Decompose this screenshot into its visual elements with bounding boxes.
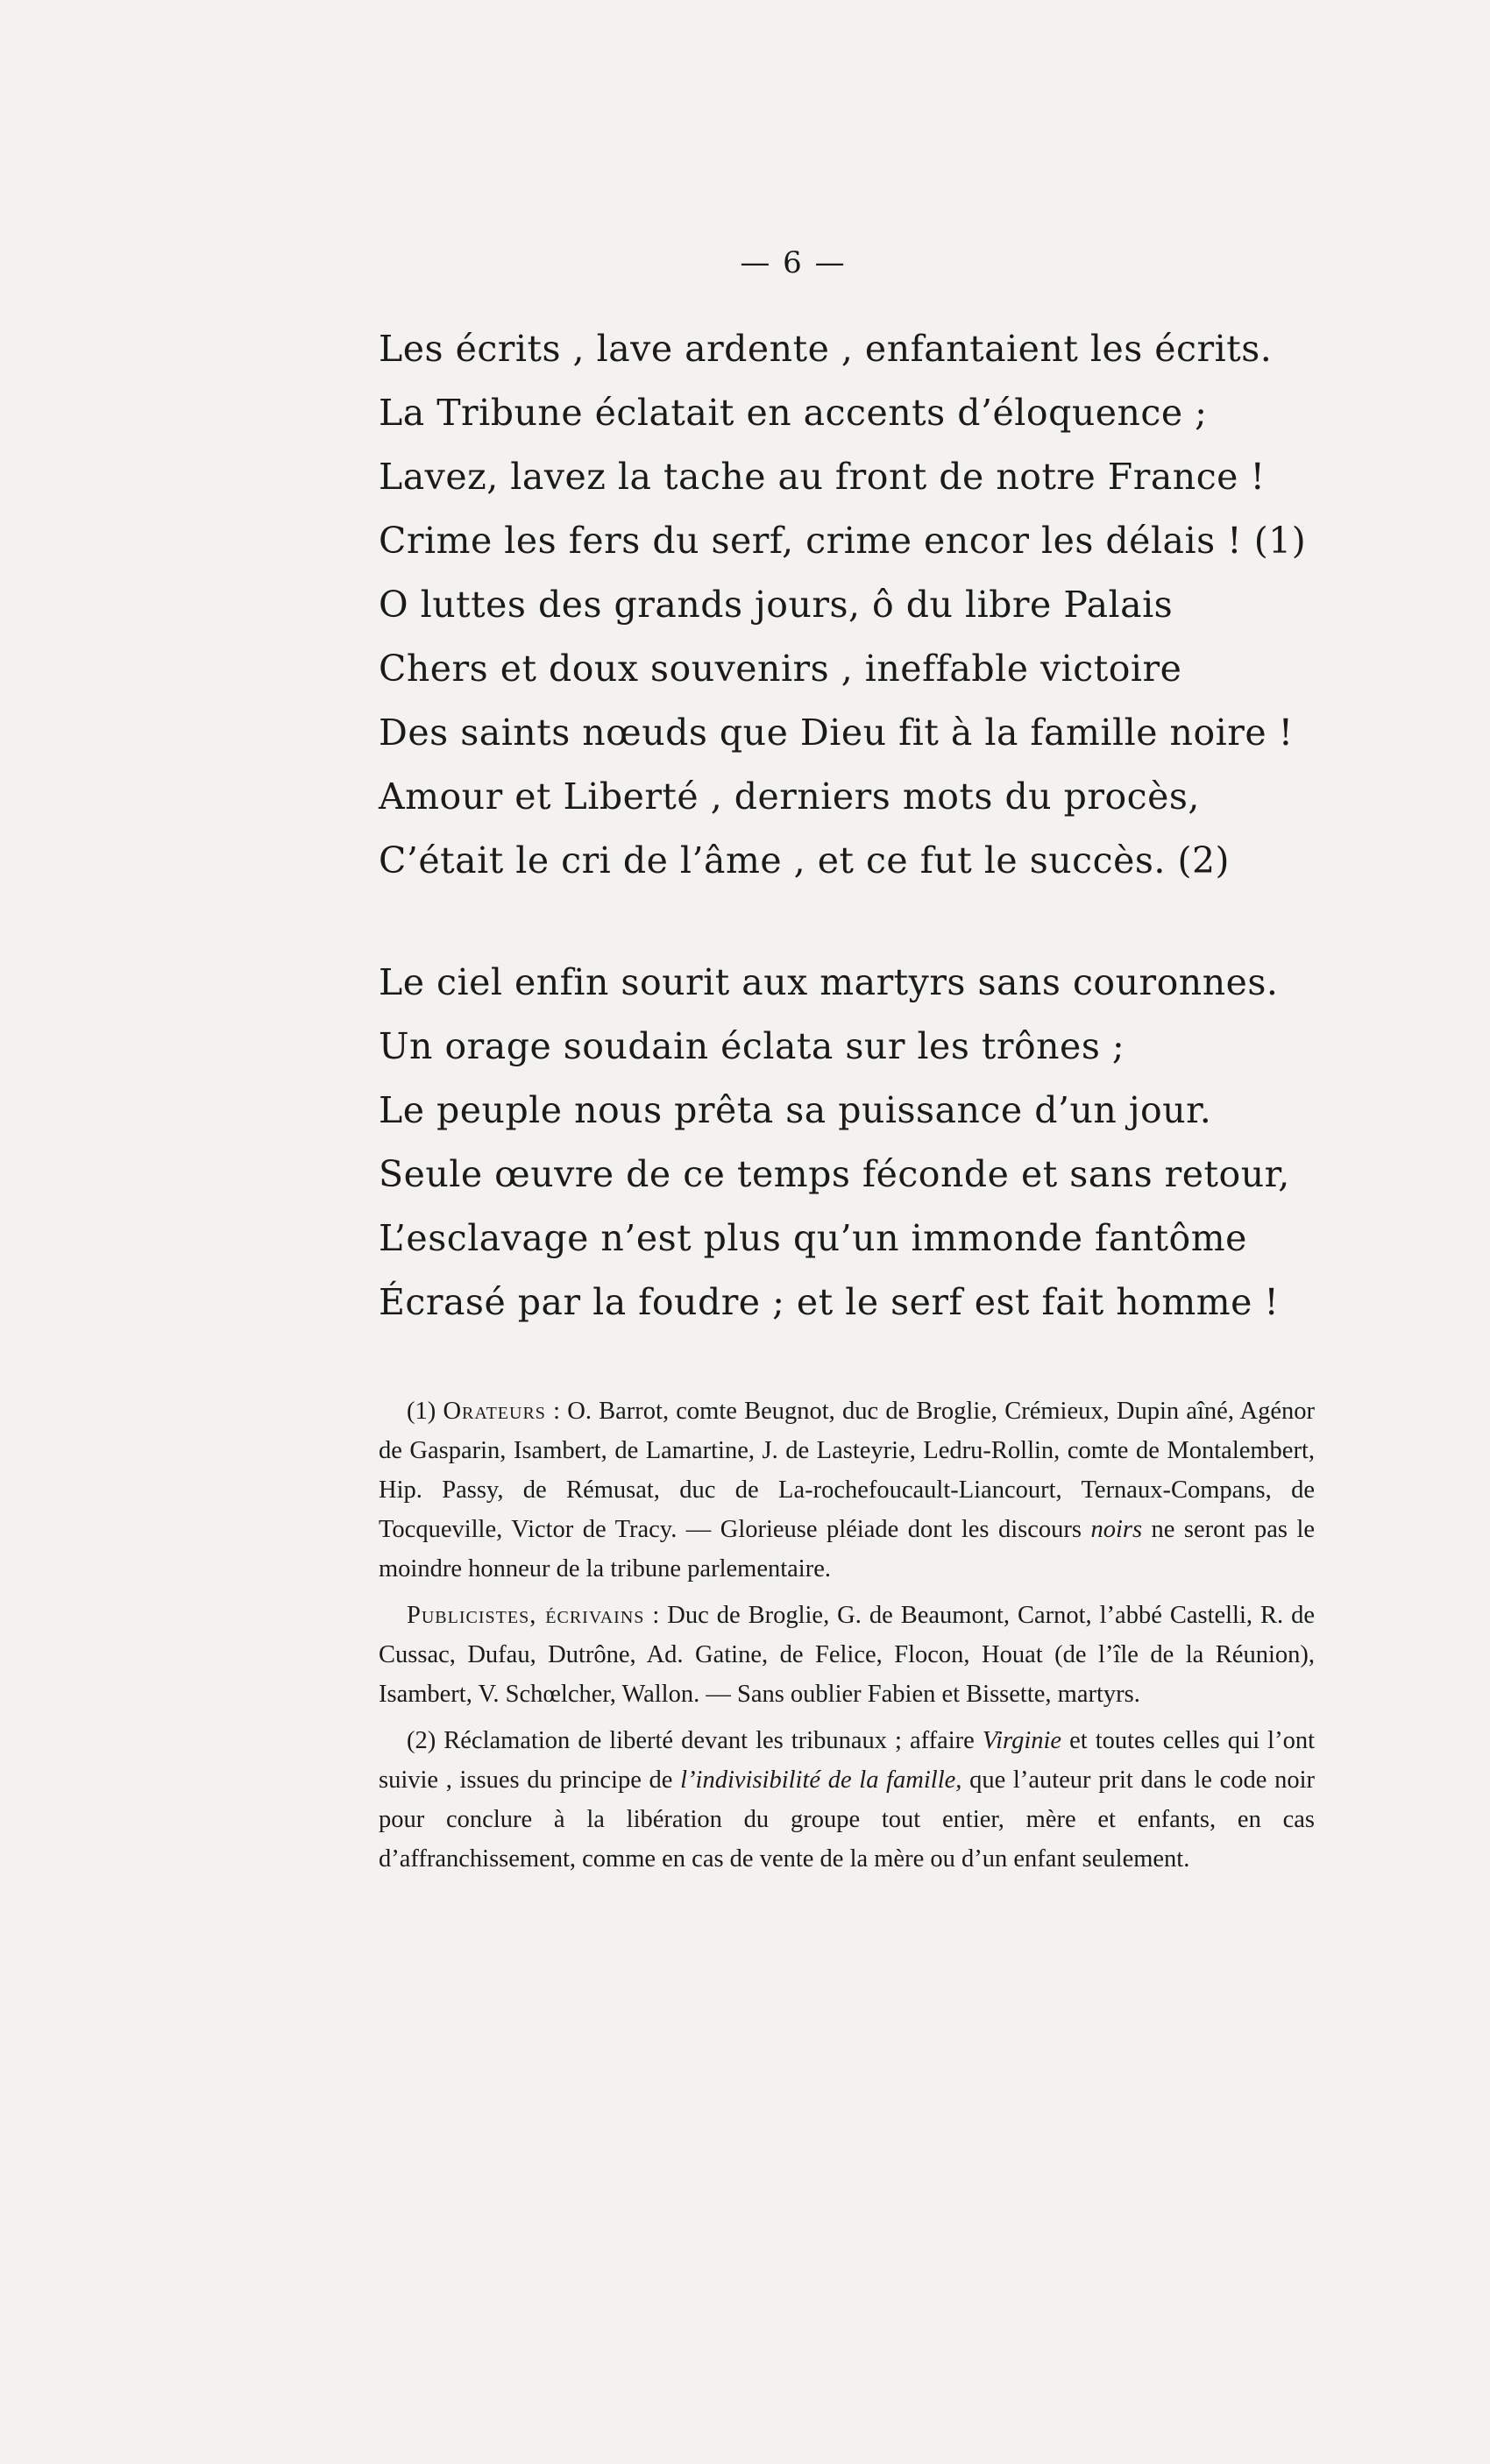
footnote-label: Publicistes, écrivains [407,1602,645,1629]
footnote-italic: noirs [1090,1516,1143,1543]
footnote-italic: Virginie [982,1727,1062,1754]
verse-line: Seule œuvre de ce temps féconde et sans retour, [379,1153,1290,1195]
footnote-text: ne seront pas le moindre honneur de la tribune parlementaire. [379,1516,1316,1582]
page-number: — 6 — [740,245,847,280]
verse-line: Les écrits , lave ardente , enfantaient les écrits. [379,328,1273,370]
verse-line: L’esclavage n’est plus qu’un immonde fantôme [379,1217,1247,1259]
verse-line: Le peuple nous prêta sa puissance d’un jour. [379,1089,1212,1131]
stanza-2 [379,951,1290,1335]
verse-line: La Tribune éclatait en accents d’éloquence ; [379,392,1208,434]
verse-line: Amour et Liberté , derniers mots du procès, [379,775,1200,818]
footnote-text: que l’auteur prit dans le code noir pour conclure à la libération du groupe tout entier, mère et enfants, en cas d’affranchissement, comme en cas de vente de la mère ou d’un enfant seulement. [379,1767,1316,1873]
footnote-marker: (1) [407,1398,436,1425]
footnote-text: : O. Barrot, comte Beugnot, duc de Broglie, Crémieux, Dupin aîné, Agénor de Gasparin, Isambert, de Lamartine, J. de Lasteyrie, Ledru-Rollin, comte de Montalembert, Hip. Passy, de Rémusat, duc de La-rochefoucault-Liancourt, Ternaux-Compans, de Tocqueville, Victor de Tracy. — Glorieuse pléiade dont les discours [379,1398,1316,1543]
stanza-1 [379,317,1307,893]
footnote-text: : Duc de Broglie, G. de Beaumont, Carnot, l’abbé Castelli, R. de Cussac, Dufau, Dutrône, Ad. Gatine, de Felice, Flocon, Houat (de l’île de la Réunion), Isambert, V. Schœlcher, Wallon. — Sans oublier Fabien et Bissette, martyrs. [379,1602,1316,1708]
footnote-text: (2) Réclamation de liberté devant les tribunaux ; affaire [407,1727,975,1754]
verse-line: Lavez, lavez la tache au front de notre France ! [379,456,1266,498]
footnote-italic: l’indivisibilité de la famille, [680,1767,962,1794]
verse-line: O luttes des grands jours, ô du libre Palais [379,584,1174,626]
footnote-label: Orateurs [443,1398,546,1425]
footnotes [379,1391,1315,1886]
verse-line: Un orage soudain éclata sur les trônes ; [379,1025,1125,1067]
footnote-2 [379,1721,1315,1879]
verse-line: Chers et doux souvenirs , ineffable victoire [379,648,1182,690]
verse-line: Le ciel enfin sourit aux martyrs sans couronnes. [379,961,1279,1003]
footnote-1b [379,1596,1315,1714]
verse-line: Écrasé par la foudre ; et le serf est fait homme ! [379,1281,1280,1323]
verse-line: C’était le cri de l’âme , et ce fut le succès. (2) [379,839,1231,882]
verse-line: Des saints nœuds que Dieu fit à la famille noire ! [379,712,1294,754]
footnote-text: et toutes celles qui l’ont suivie , issues du principe de [379,1727,1315,1794]
footnote-1 [379,1391,1315,1589]
verse-line: Crime les fers du serf, crime encor les délais ! (1) [379,520,1307,562]
